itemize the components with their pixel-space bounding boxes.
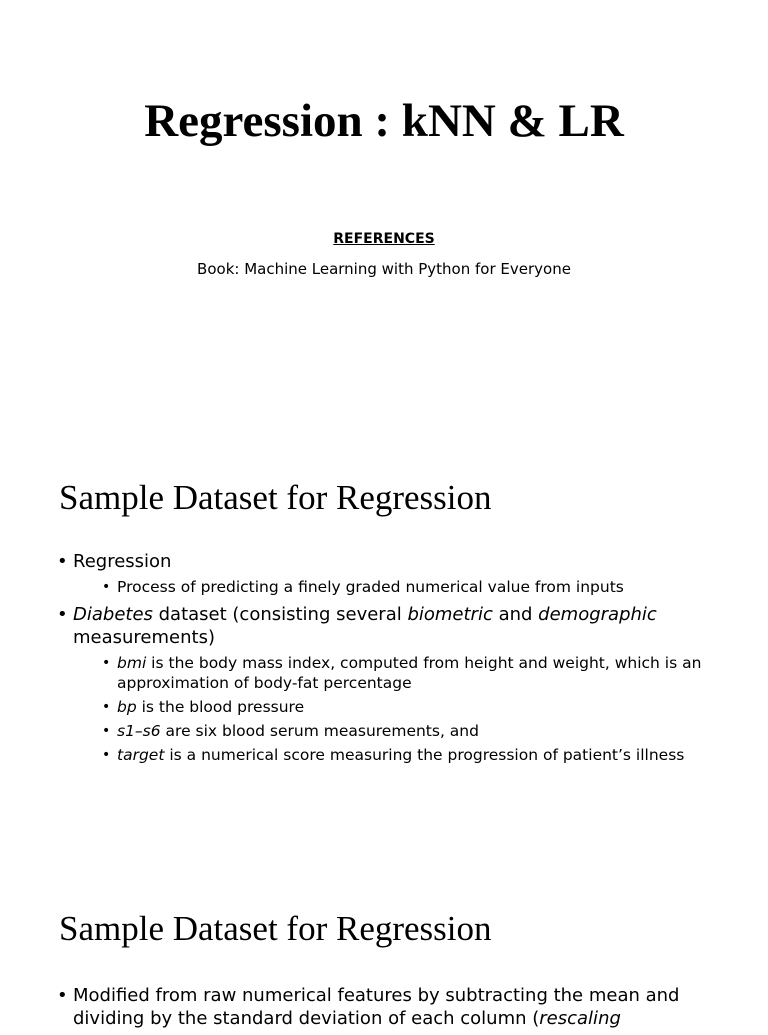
slide1-title: Regression : kNN & LR (144, 95, 624, 147)
diabetes-text-2: and (492, 604, 539, 625)
bullet-dot: • (57, 985, 68, 1006)
sub-bullet-dot: • (102, 579, 111, 595)
bullet-diabetes-sublist (73, 653, 717, 765)
sub-bullet-s1-s6 (88, 721, 717, 741)
sub-bullet-regression-definition (88, 577, 717, 597)
references-heading: REFERENCES (333, 231, 435, 247)
sub-bullet-text: Process of predicting a finely graded numerical value from inputs (117, 578, 624, 596)
sub-bullet-term: bp (117, 698, 137, 716)
sub-bullet-text: is the blood pressure (136, 698, 305, 716)
sub-bullet-text: is the body mass index, computed from height and weight, which is an approximation of body-fat percentage (117, 654, 702, 692)
sub-bullet-bp (88, 697, 717, 717)
rescaling-italic: rescaling (539, 1008, 621, 1029)
bullet-regression-label: Regression (73, 551, 172, 572)
sub-bullet-term: target (117, 746, 165, 764)
slide2-bullet-list (57, 550, 717, 771)
diabetes-text-3: measurements) (73, 627, 215, 648)
sub-bullet-dot: • (102, 699, 111, 715)
bullet-regression-sublist (73, 577, 717, 597)
bullet-modified-text: Modified from raw numerical features by subtracting the mean and dividing by the standard deviation of each column ( (73, 985, 680, 1029)
bullet-regression (57, 550, 717, 597)
demographic-italic: demographic (538, 604, 657, 625)
slide3-title: Sample Dataset for Regression (59, 909, 492, 948)
slide2-title: Sample Dataset for Regression (59, 478, 492, 517)
sub-bullet-dot: • (102, 747, 111, 763)
sub-bullet-dot: • (102, 723, 111, 739)
biometric-italic: biometric (407, 604, 493, 625)
bullet-modified-features (57, 984, 717, 1030)
bullet-dot: • (57, 604, 68, 625)
sub-bullet-target (88, 745, 717, 765)
bullet-diabetes (57, 603, 717, 765)
sub-bullet-bmi (88, 653, 717, 693)
sub-bullet-text: is a numerical score measuring the progression of patient’s illness (164, 746, 685, 764)
diabetes-italic: Diabetes (73, 604, 153, 625)
slide3-bullet-list (57, 984, 717, 1035)
diabetes-text-1: dataset (consisting several (152, 604, 408, 625)
sub-bullet-term: bmi (117, 654, 147, 672)
sub-bullet-text: are six blood serum measurements, and (160, 722, 479, 740)
sub-bullet-dot: • (102, 655, 111, 671)
references-book: Book: Machine Learning with Python for Everyone (197, 260, 571, 278)
sub-bullet-term: s1–s6 (117, 722, 161, 740)
bullet-dot: • (57, 551, 68, 572)
